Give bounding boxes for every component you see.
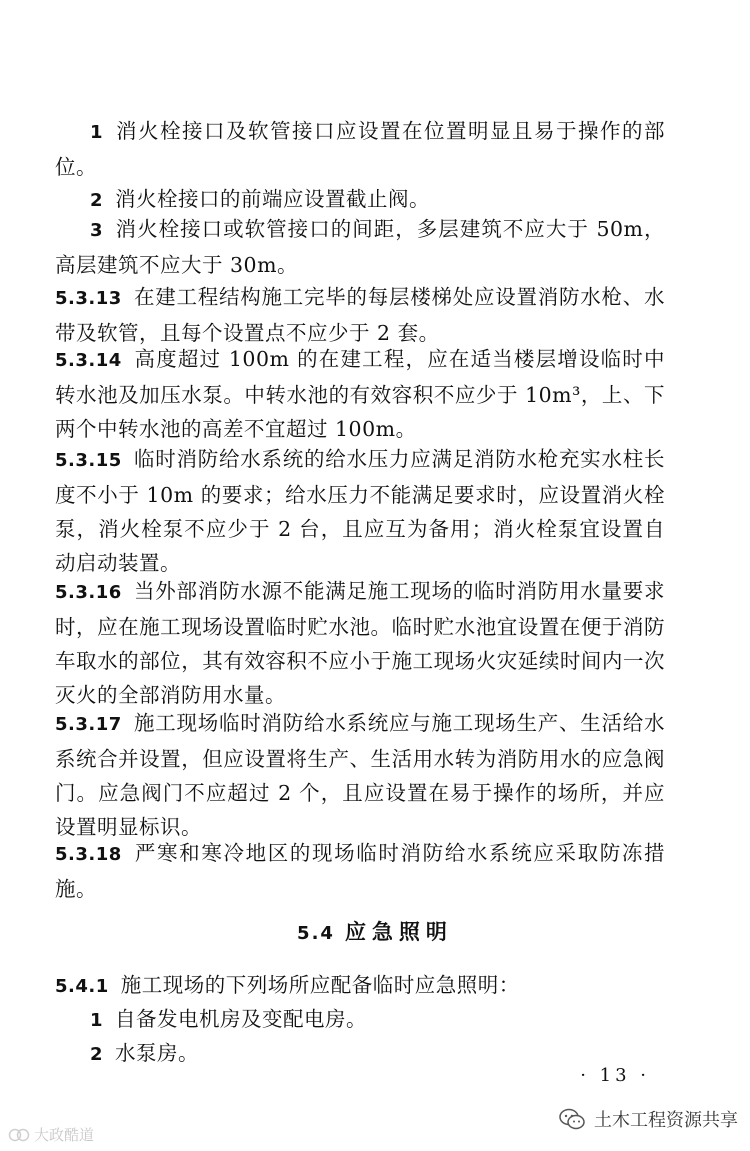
- clause-text: 当外部消防水源不能满足施工现场的临时消防用水量要求时，应在施工现场设置临时贮水池。临时贮水池宜设置在便于消防车取水的部位，其有效容积不应小于施工现场火灾延续时间内一次灭火的全部消防用水量。: [55, 579, 665, 707]
- wechat-watermark: [558, 1106, 738, 1132]
- item-number: 1: [90, 1010, 104, 1031]
- clause-text: 高度超过 100m 的在建工程，应在适当楼层增设临时中转水池及加压水泵。中转水池的有效容积不应少于 10m³，上、下两个中转水池的高差不宜超过 100m。: [55, 347, 665, 441]
- corner-watermark: [8, 1124, 94, 1145]
- item-text: 自备发电机房及变配电房。: [115, 1007, 368, 1031]
- clause-number: 5.3.13: [55, 288, 122, 309]
- item-a-1: [55, 114, 665, 184]
- item-text: 水泵房。: [115, 1041, 200, 1065]
- logo-icon: [8, 1127, 30, 1143]
- clause-5-3-14: [55, 342, 665, 446]
- item-number: 2: [90, 190, 104, 211]
- clause-5-3-16: [55, 574, 665, 712]
- section-number: 5.4: [297, 923, 335, 944]
- watermark-left-text: 大政酷道: [34, 1126, 95, 1144]
- item-b-2: [90, 1036, 665, 1072]
- section-title-text: 应急照明: [344, 919, 453, 944]
- clause-number: 5.3.17: [55, 714, 122, 735]
- clause-text: 施工现场临时消防给水系统应与施工现场生产、生活给水系统合并设置，但应设置将生产、生活用水转为消防用水的应急阀门。应急阀门不应超过 2 个，且应设置在易于操作的场所，并应设置明显标识。: [55, 711, 665, 839]
- clause-number: 5.3.15: [55, 450, 122, 471]
- item-text: 消火栓接口或软管接口的间距，多层建筑不应大于 50m，高层建筑不应大于 30m。: [55, 217, 665, 277]
- clause-5-3-17: [55, 706, 665, 844]
- page-number: · 13 ·: [580, 1065, 650, 1086]
- clause-5-4-1: [55, 968, 665, 1004]
- item-text: 消火栓接口及软管接口应设置在位置明显且易于操作的部位。: [55, 119, 665, 179]
- item-a-3: [55, 212, 665, 282]
- clause-text: 临时消防给水系统的给水压力应满足消防水枪充实水柱长度不小于 10m 的要求；给水压力不能满足要求时，应设置消火栓泵，消火栓泵不应少于 2 台，且应互为备用；消火栓泵宜设置自动启动装置。: [55, 447, 665, 575]
- item-number: 2: [90, 1044, 104, 1065]
- clause-number: 5.3.14: [55, 350, 122, 371]
- clause-number: 5.3.18: [55, 844, 122, 865]
- clause-5-3-18: [55, 836, 665, 906]
- item-text: 消火栓接口的前端应设置截止阀。: [115, 187, 431, 211]
- clause-number: 5.4.1: [55, 976, 109, 997]
- watermark-right-text: 土木工程资源共享: [594, 1110, 738, 1131]
- clause-number: 5.3.16: [55, 582, 122, 603]
- item-number: 1: [90, 122, 104, 143]
- section-heading: [0, 916, 750, 946]
- item-b-1: [90, 1002, 665, 1038]
- clause-text: 严寒和寒冷地区的现场临时消防给水系统应采取防冻措施。: [55, 841, 665, 901]
- clause-5-3-13: [55, 280, 665, 350]
- clause-5-3-15: [55, 442, 665, 580]
- wechat-icon: [558, 1108, 586, 1130]
- clause-text: 在建工程结构施工完毕的每层楼梯处应设置消防水枪、水带及软管，且每个设置点不应少于 2 套。: [55, 285, 665, 345]
- clause-text: 施工现场的下列场所应配备临时应急照明：: [120, 973, 520, 997]
- item-number: 3: [90, 220, 104, 241]
